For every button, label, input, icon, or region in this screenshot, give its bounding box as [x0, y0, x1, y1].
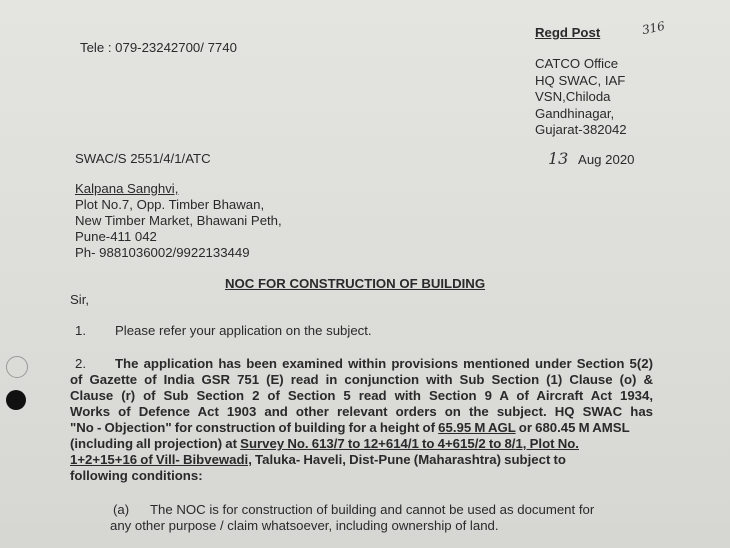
- address-line: Gujarat-382042: [535, 122, 627, 137]
- survey-numbers: Survey No. 613/7 to 12+614/1 to 4+615/2 to 8/1, Plot No.: [240, 436, 579, 451]
- condition-a-label: (a): [113, 502, 130, 517]
- para2-line: [70, 436, 579, 452]
- address-line: Gandhinagar,: [535, 106, 615, 121]
- para2-line: Clause (r) of Sub Section 2 of Section 5 read with Section 9 A of Aircraft Act 1934,: [70, 388, 653, 403]
- para2-line-text: Taluka- Haveli, Dist-Pune (Maharashtra) subject to: [251, 452, 566, 467]
- height-agl: 65.95 M AGL: [438, 420, 516, 435]
- address-line: CATCO Office: [535, 56, 619, 71]
- letter-date: [548, 151, 635, 168]
- addressee-line: New Timber Market, Bhawani Peth,: [75, 213, 282, 228]
- para2-line: [70, 452, 566, 468]
- para2-line-text: "No - Objection" for construction of building for a height of: [70, 420, 439, 435]
- para2-line: of Gazette of India GSR 751 (E) read in conjunction with Sub Section (1) Clause (o) &: [70, 372, 653, 387]
- para2-number: 2.: [75, 356, 86, 371]
- para1-number: 1.: [75, 323, 86, 338]
- address-line: HQ SWAC, IAF: [535, 73, 626, 88]
- addressee-line: Plot No.7, Opp. Timber Bhawan,: [75, 197, 265, 212]
- para2-line: [70, 420, 630, 436]
- height-amsl: or 680.45 M AMSL: [515, 420, 630, 435]
- telephone-line: Tele : 079-23242700/ 7740: [80, 40, 237, 55]
- date-month-year: Aug 2020: [578, 152, 635, 167]
- regd-post-label: Regd Post: [535, 25, 601, 40]
- condition-a-line: The NOC is for construction of building and cannot be used as document for: [150, 502, 595, 517]
- subject-heading: NOC FOR CONSTRUCTION OF BUILDING: [225, 276, 486, 291]
- date-day-handwritten: 13: [548, 149, 569, 168]
- para2-line: following conditions:: [70, 468, 203, 483]
- addressee-name: Kalpana Sanghvi,: [75, 181, 179, 196]
- addressee-line: Pune-411 042: [75, 229, 157, 244]
- para2-line: Works of Defence Act 1903 and other relevant orders on the subject. HQ SWAC has: [70, 404, 653, 419]
- salutation: Sir,: [70, 292, 90, 307]
- address-line: VSN,Chiloda: [535, 89, 611, 104]
- handwritten-number: 316: [640, 18, 667, 38]
- punch-hole-filled: [6, 390, 26, 410]
- condition-a-line: any other purpose / claim whatsoever, including ownership of land.: [110, 518, 499, 533]
- para2-line-text: (including all projection) at: [70, 436, 241, 451]
- plot-village: 1+2+15+16 of Vill- Bibvewadi,: [70, 452, 252, 467]
- reference-number: SWAC/S 2551/4/1/ATC: [75, 151, 211, 166]
- addressee-phone: Ph- 9881036002/9922133449: [75, 245, 250, 260]
- punch-hole-outline: [6, 356, 28, 378]
- para2-line: The application has been examined within provisions mentioned under Section 5(2): [115, 356, 653, 371]
- para1-text: Please refer your application on the subject.: [115, 323, 372, 338]
